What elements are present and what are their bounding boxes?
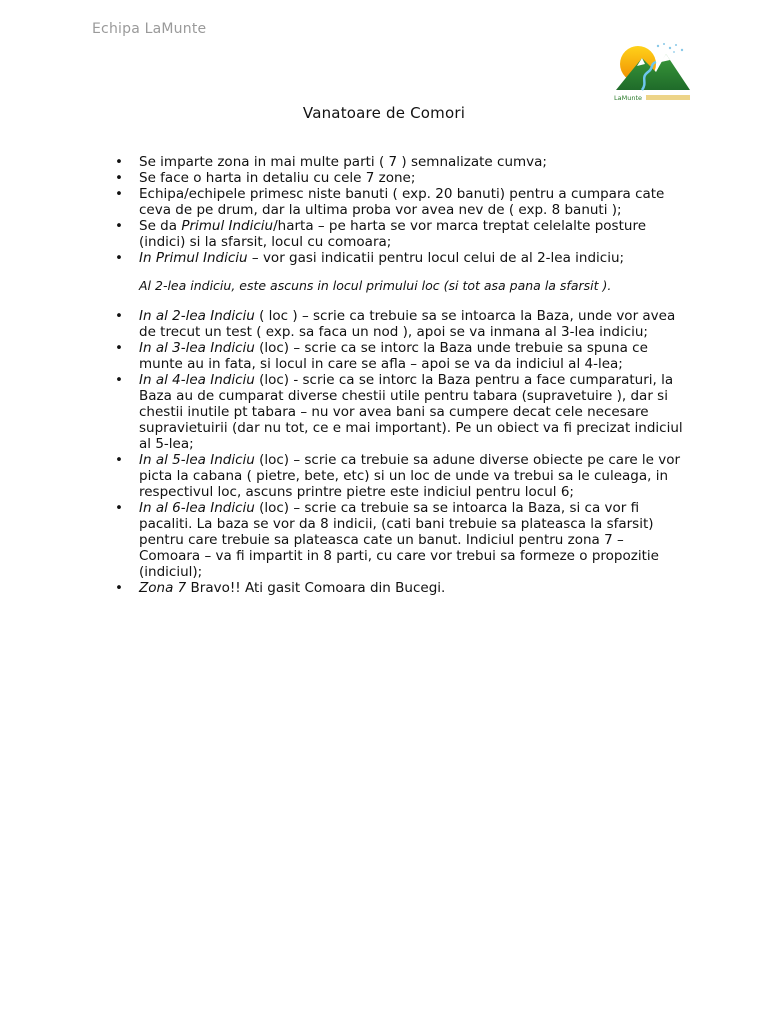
treasure-hunt-list <box>114 154 684 596</box>
clue-item: • In al 5-lea Indiciu (loc) – scrie ca trebuie sa adune diverse obiecte pe care le vor picta la cabana ( pietre, bete, etc) si un loc de unde va trebui sa le culeaga, in respectivul loc, ascuns printre pietre este indiciul pentru locul 6; <box>114 452 684 500</box>
list-item: • In Primul Indiciu – vor gasi indicatii pentru locul celui de al 2-lea indiciu; <box>114 250 684 266</box>
clue-item: • In al 4-lea Indiciu (loc) - scrie ca se intorc la Baza pentru a face cumparaturi, la Baza au de cumparat diverse chestii utile pentru tabara (supravetuire ), dar si chestii inutile pt tabara – nu vor avea bani sa cumpere decat cele necesare supravietuirii (dar nu tot, ce e mai important). Pe un obiect va fi precizat indiciul al 5-lea; <box>114 372 684 452</box>
header-team-name: Echipa LaMunte <box>92 21 207 37</box>
italic-note: Al 2-lea indiciu, este ascuns in locul primului loc (si tot asa pana la sfarsit ). <box>139 278 612 293</box>
clue-item: • In al 6-lea Indiciu (loc) – scrie ca trebuie sa se intoarca la Baza, si ca vor fi pacaliti. La baza se vor da 8 indicii, (cati bani trebuie sa plateasca la sfarsit) pentru care trebuie sa plateasca cate un banut. Indiciul pentru zona 7 – Comoara – va fi impartit in 8 parti, cu care vor trebui sa formeze o propozitie (indiciul); <box>114 500 684 580</box>
clue-item: • In al 3-lea Indiciu (loc) – scrie ca se intorc la Baza unde trebuie sa spuna ce munte au in fata, si locul in care se afla – apoi se va da indiciul al 4-lea; <box>114 340 684 372</box>
list-item: • Echipa/echipele primesc niste banuti ( exp. 20 banuti) pentru a cumpara cate ceva de pe drum, dar la ultima proba vor avea nev de ( exp. 8 banuti ); <box>114 186 684 218</box>
document-title: Vanatoare de Comori <box>302 104 466 122</box>
lamunte-logo <box>612 40 692 104</box>
clue-item: • Zona 7 Bravo!! Ati gasit Comoara din Bucegi. <box>114 580 684 596</box>
list-item: • Se imparte zona in mai multe parti ( 7 ) semnalizate cumva; <box>114 154 684 170</box>
list-item: • Se face o harta in detaliu cu cele 7 zone; <box>114 170 684 186</box>
clue-item: • In al 2-lea Indiciu ( loc ) – scrie ca trebuie sa se intoarca la Baza, unde vor avea de trecut un test ( exp. sa faca un nod ), apoi se va inmana al 3-lea indiciu; <box>114 308 684 340</box>
mountain-sun-icon <box>612 40 692 104</box>
logo-caption: LaMunte <box>614 94 642 102</box>
list-item: • Se da Primul Indiciu/harta – pe harta se vor marca treptat celelalte posture (indici) si la sfarsit, locul cu comoara; <box>114 218 684 250</box>
